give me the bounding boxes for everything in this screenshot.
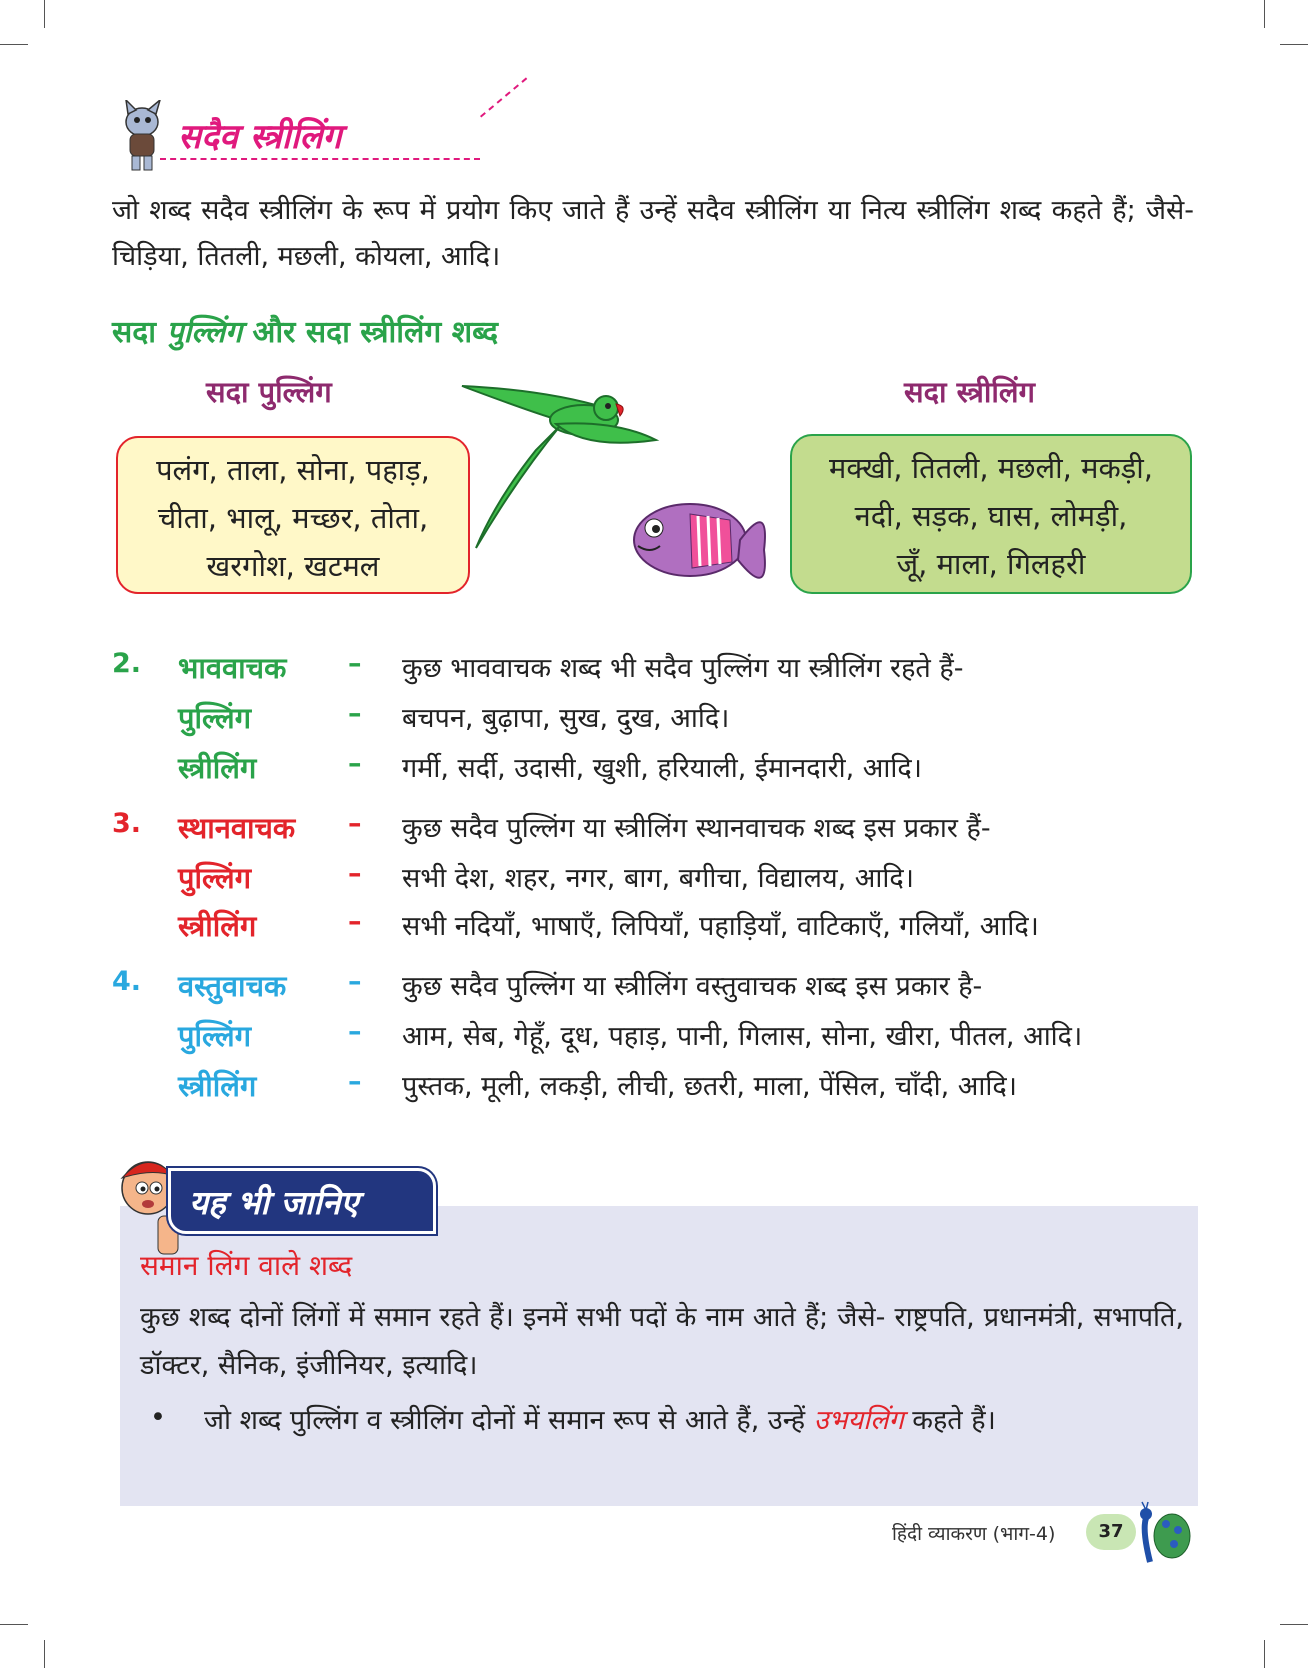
peacock-icon (1132, 1500, 1192, 1570)
gender-label: स्त्रीलिंग (178, 909, 257, 943)
section-number: 2. (112, 648, 142, 679)
section-dash: – (348, 1066, 362, 1097)
gender-row (112, 1016, 1202, 1062)
info-badge (168, 1168, 436, 1234)
section-number: 4. (112, 966, 142, 997)
crop-mark (1264, 1640, 1265, 1668)
gender-row (112, 748, 1202, 794)
subheading-part: सदा (112, 315, 167, 350)
page-number: 37 (1086, 1514, 1136, 1550)
gender-text: सभी नदियाँ, भाषाएँ, लिपियाँ, पहाड़ियाँ, वाटिकाएँ, गलियाँ, आदि। (402, 911, 1039, 942)
section-dash: – (348, 906, 362, 937)
fem-line: नदी, सड़क, घास, लोमड़ी, (854, 499, 1128, 533)
section-row (112, 808, 1202, 854)
crop-mark (1280, 1624, 1308, 1625)
masc-line: पलंग, ताला, सोना, पहाड़, (156, 453, 430, 487)
section-dash: – (348, 698, 362, 729)
section-dash: – (348, 808, 362, 839)
subheading-part: पुल्लिंग (166, 315, 243, 350)
heading-title: सदैव स्त्रीलिंग (178, 117, 342, 157)
info-paragraph: कुछ शब्द दोनों लिंगों में समान रहते हैं। इनमें सभी पदों के नाम आते हैं; जैसे- राष्ट्रपति, प्रधानमंत्री, सभापति, डॉक्टर, सैनिक, इंजीनियर, इत्यादि। (140, 1302, 1184, 1381)
fish-icon (620, 490, 770, 610)
masc-line: चीता, भालू, मच्छर, तोता, (157, 501, 429, 535)
masc-line: खरगोश, खटमल (206, 549, 380, 583)
info-badge-label: यह भी जानिए (189, 1183, 359, 1222)
fem-line: जूँ, माला, गिलहरी (896, 547, 1086, 581)
gender-text: सभी देश, शहर, नगर, बाग, बगीचा, विद्यालय, आदि। (402, 863, 914, 894)
gender-label: पुल्लिंग (178, 861, 252, 895)
bullet-text: जो शब्द पुल्लिंग व स्त्रीलिंग दोनों में समान रूप से आते हैं, उन्हें (204, 1405, 814, 1436)
section-dash: – (348, 1016, 362, 1047)
crop-mark (44, 1640, 45, 1668)
gender-row (112, 906, 1202, 952)
cat-mascot-icon (112, 100, 172, 172)
gender-label: स्त्रीलिंग (178, 751, 257, 785)
crop-mark (1264, 0, 1265, 28)
section-dash: – (348, 858, 362, 889)
gender-row (112, 858, 1202, 904)
info-title: समान लिंग वाले शब्द (140, 1249, 353, 1282)
section-text: कुछ सदैव पुल्लिंग या स्त्रीलिंग वस्तुवाचक शब्द इस प्रकार है- (402, 971, 983, 1002)
gender-row (112, 698, 1202, 744)
fem-word-box (790, 434, 1192, 594)
crop-mark (1280, 44, 1308, 45)
section-heading (112, 100, 472, 170)
gender-text: आम, सेब, गेहूँ, दूध, पहाड़, पानी, गिलास, सोना, खीरा, पीतल, आदि। (402, 1021, 1083, 1052)
gender-row (112, 1066, 1202, 1112)
section-text: कुछ भाववाचक शब्द भी सदैव पुल्लिंग या स्त्रीलिंग रहते हैं- (402, 653, 964, 684)
section-dash: – (348, 748, 362, 779)
section-row (112, 966, 1202, 1012)
section-text: कुछ सदैव पुल्लिंग या स्त्रीलिंग स्थानवाचक शब्द इस प्रकार हैं- (402, 813, 991, 844)
heading-underline-tail (480, 77, 527, 117)
crop-mark (0, 1624, 28, 1625)
gender-text: पुस्तक, मूली, लकड़ी, लीची, छतरी, माला, पेंसिल, चाँदी, आदि। (402, 1071, 1017, 1102)
heading-underline (160, 158, 480, 160)
crop-mark (0, 44, 28, 45)
subheading-part: और सदा स्त्रीलिंग शब्द (242, 315, 499, 350)
section-label: भाववाचक (178, 651, 287, 685)
gender-label: पुल्लिंग (178, 1019, 252, 1053)
crop-mark (44, 0, 45, 28)
gender-label: पुल्लिंग (178, 701, 252, 735)
section-number: 3. (112, 808, 142, 839)
section-row (112, 648, 1202, 694)
section-label: स्थानवाचक (178, 811, 296, 845)
bullet-text-end: कहते हैं। (903, 1405, 996, 1436)
intro-paragraph: जो शब्द सदैव स्त्रीलिंग के रूप में प्रयोग किए जाते हैं उन्हें सदैव स्त्रीलिंग या नित्य स्त्रीलिंग शब्द कहते हैं; जैसे- चिड़िया, तितली, मछली, कोयला, आदि। (112, 195, 1194, 272)
fem-line: मक्खी, तितली, मछली, मकड़ी, (829, 451, 1153, 485)
masc-box-title: सदा पुल्लिंग (206, 375, 332, 409)
bullet-emphasis: उभयलिंग (813, 1405, 904, 1436)
bullet-icon: • (150, 1402, 166, 1433)
gender-text: गर्मी, सर्दी, उदासी, खुशी, हरियाली, ईमानदारी, आदि। (402, 753, 922, 784)
section-label: वस्तुवाचक (178, 969, 287, 1003)
gender-text: बचपन, बुढ़ापा, सुख, दुख, आदि। (402, 703, 730, 734)
section-dash: – (348, 966, 362, 997)
section-dash: – (348, 648, 362, 679)
gender-label: स्त्रीलिंग (178, 1069, 257, 1103)
footer-book-title: हिंदी व्याकरण (भाग-4) (892, 1523, 1056, 1545)
masc-word-box (116, 436, 470, 594)
fem-box-title: सदा स्त्रीलिंग (904, 375, 1035, 409)
subheading (112, 310, 498, 351)
info-bullet-text (204, 1396, 1184, 1446)
